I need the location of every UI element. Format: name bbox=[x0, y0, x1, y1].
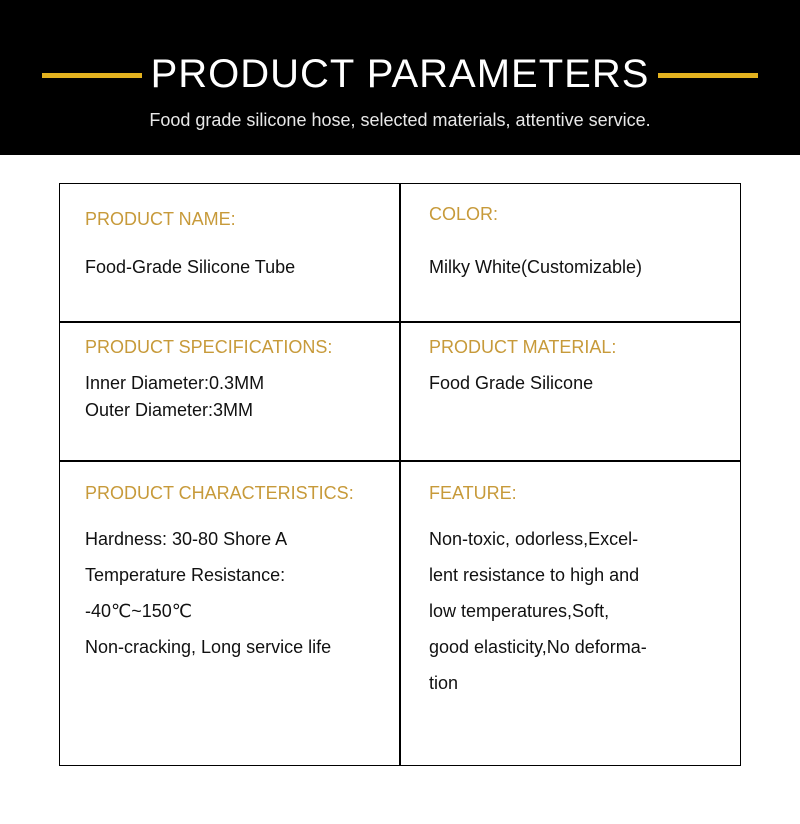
characteristics-list bbox=[85, 521, 395, 665]
feature-list bbox=[429, 521, 729, 701]
cell-specifications bbox=[85, 336, 390, 424]
product-name-value: Food-Grade Silicone Tube bbox=[85, 257, 296, 277]
parameters-table bbox=[59, 183, 741, 766]
color-label: COLOR: bbox=[429, 204, 499, 224]
characteristics-label: PRODUCT CHARACTERISTICS: bbox=[85, 483, 354, 503]
row-divider-1 bbox=[60, 321, 740, 323]
feature-line: good elasticity,No deforma- bbox=[429, 637, 647, 657]
feature-line: Non-toxic, odorless,Excel- bbox=[429, 529, 639, 549]
cell-feature bbox=[429, 482, 729, 701]
feature-line: low temperatures,Soft, bbox=[429, 601, 610, 621]
feature-label: FEATURE: bbox=[429, 483, 517, 503]
cell-product-name bbox=[85, 208, 385, 278]
product-name-label: PRODUCT NAME: bbox=[85, 209, 236, 229]
right-accent-bar bbox=[658, 73, 758, 78]
characteristic-line: Hardness: 30-80 Shore A bbox=[85, 529, 288, 549]
color-value: Milky White(Customizable) bbox=[429, 257, 643, 277]
feature-line: tion bbox=[429, 673, 459, 693]
cell-characteristics bbox=[85, 482, 395, 665]
header-banner bbox=[0, 0, 800, 155]
material-label: PRODUCT MATERIAL: bbox=[429, 337, 617, 357]
characteristic-line: Temperature Resistance: bbox=[85, 565, 286, 585]
characteristic-line: -40℃~150℃ bbox=[85, 601, 192, 621]
page-title: PRODUCT PARAMETERS bbox=[150, 52, 650, 96]
feature-line: lent resistance to high and bbox=[429, 565, 640, 585]
specification-line: Outer Diameter:3MM bbox=[85, 400, 254, 420]
material-value: Food Grade Silicone bbox=[429, 373, 594, 393]
cell-material bbox=[429, 336, 729, 397]
left-accent-bar bbox=[42, 73, 142, 78]
characteristic-line: Non-cracking, Long service life bbox=[85, 637, 332, 657]
column-divider bbox=[399, 184, 401, 765]
cell-color bbox=[429, 203, 729, 278]
page-subtitle: Food grade silicone hose, selected materials, attentive service. bbox=[149, 110, 651, 130]
row-divider-2 bbox=[60, 460, 740, 462]
specifications-label: PRODUCT SPECIFICATIONS: bbox=[85, 337, 333, 357]
specification-line: Inner Diameter:0.3MM bbox=[85, 373, 265, 393]
